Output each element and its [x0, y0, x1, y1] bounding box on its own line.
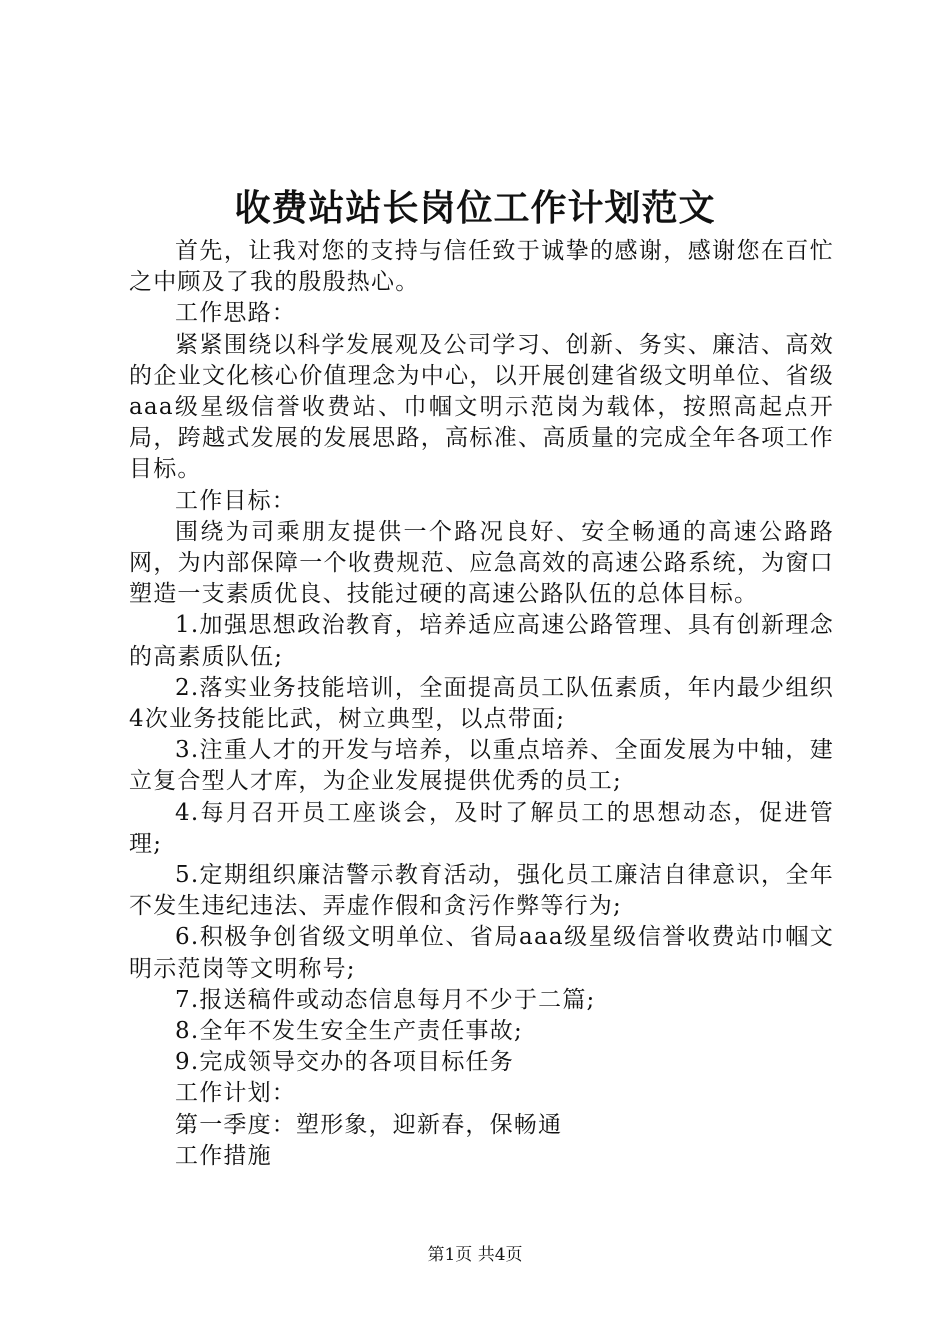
goal-item-6: 6.积极争创省级文明单位、省局aaa级星级信誉收费站巾帼文明示范岗等文明称号; [129, 924, 834, 982]
document-title: 收费站站长岗位工作计划范文 [234, 187, 716, 229]
paragraph-work-approach: 紧紧围绕以科学发展观及公司学习、创新、务实、廉洁、高效的企业文化核心价值理念为中心，以开展创建省级文明单位、省级aaa级星级信誉收费站、巾帼文明示范岗为载体，按照高起点开局，跨越式发展的发展思路，高标准、高质量的完成全年各项工作目标。 [129, 331, 834, 483]
heading-work-plan: 工作计划： [175, 1080, 296, 1107]
goal-item-8: 8.全年不发生安全生产责任事故; [175, 1018, 523, 1045]
goal-item-2: 2.落实业务技能培训，全面提高员工队伍素质，年内最少组织4次业务技能比武，树立典型，以点带面; [129, 674, 834, 733]
paragraph-work-goals: 围绕为司乘朋友提供一个路况良好、安全畅通的高速公路路网，为内部保障一个收费规范、应急高效的高速公路系统，为窗口塑造一支素质优良、技能过硬的高速公路队伍的总体目标。 [129, 518, 834, 608]
heading-work-approach: 工作思路： [175, 300, 296, 327]
goal-item-3: 3.注重人才的开发与培养，以重点培养、全面发展为中轴，建立复合型人才库，为企业发展提供优秀的员工; [129, 737, 834, 795]
document-body [129, 236, 834, 1172]
heading-work-goals: 工作目标： [175, 487, 296, 514]
goal-item-1: 1.加强思想政治教育，培养适应高速公路管理、具有创新理念的高素质队伍; [129, 612, 834, 670]
page-footer: 第1页 共4页 [427, 1245, 523, 1265]
goal-item-5: 5.定期组织廉洁警示教育活动，强化员工廉洁自律意识，全年不发生违纪违法、弄虚作假和贪污作弊等行为; [129, 862, 834, 920]
plan-quarter-1: 第一季度：塑形象，迎新春，保畅通 [175, 1111, 563, 1138]
goal-item-4: 4.每月召开员工座谈会，及时了解员工的思想动态，促进管理; [129, 799, 834, 857]
heading-work-measures: 工作措施 [175, 1142, 272, 1169]
goal-item-7: 7.报送稿件或动态信息每月不少于二篇; [175, 986, 596, 1013]
goal-item-9: 9.完成领导交办的各项目标任务 [175, 1049, 514, 1076]
paragraph-intro: 首先，让我对您的支持与信任致于诚挚的感谢，感谢您在百忙之中顾及了我的殷殷热心。 [129, 238, 834, 296]
